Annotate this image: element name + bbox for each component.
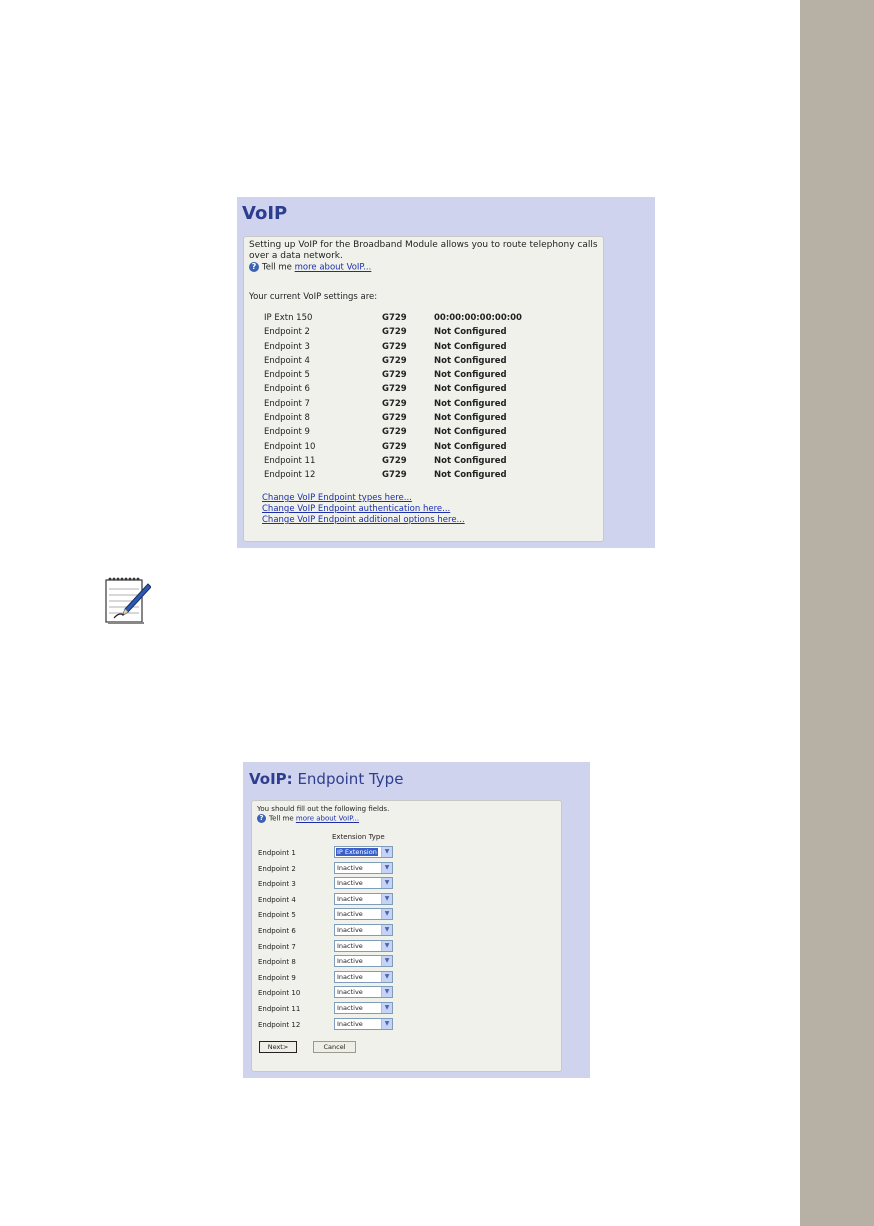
more-about-voip-link[interactable]: more about VoIP... xyxy=(294,262,372,273)
extension-type-value: Inactive xyxy=(337,1019,363,1028)
endpoint-status: Not Configured xyxy=(434,413,507,424)
endpoint-label: Endpoint 12 xyxy=(258,1020,301,1029)
title-endpoint-type: Endpoint Type xyxy=(292,770,404,788)
endpoint-label: Endpoint 9 xyxy=(258,973,296,982)
codec: G729 xyxy=(382,470,407,481)
endpoint-label: Endpoint 2 xyxy=(258,864,296,873)
endpoint-name: Endpoint 12 xyxy=(264,470,316,481)
more-about-voip-link[interactable]: more about VoIP... xyxy=(295,814,360,823)
codec: G729 xyxy=(382,327,407,338)
extension-type-value: Inactive xyxy=(337,910,363,919)
codec: G729 xyxy=(382,455,407,466)
endpoint-name: Endpoint 2 xyxy=(264,327,310,338)
codec: G729 xyxy=(382,370,407,381)
codec: G729 xyxy=(382,384,407,395)
endpoint-label: Endpoint 6 xyxy=(258,926,296,935)
voip-overview-screenshot xyxy=(237,197,655,548)
endpoint-status: Not Configured xyxy=(434,370,507,381)
endpoint-name: Endpoint 6 xyxy=(264,384,310,395)
extension-type-select[interactable] xyxy=(334,940,393,952)
endpoint-status: 00:00:00:00:00:00 xyxy=(434,313,522,323)
note-pad-pen-icon xyxy=(104,574,151,624)
cancel-button[interactable]: Cancel xyxy=(313,1041,356,1053)
extension-type-select[interactable] xyxy=(334,971,393,983)
extension-type-select[interactable] xyxy=(334,986,393,998)
voip-panel xyxy=(243,236,604,542)
chevron-down-icon[interactable]: ▼ xyxy=(381,847,392,857)
endpoint-status: Not Configured xyxy=(434,327,507,338)
chevron-down-icon[interactable]: ▼ xyxy=(381,863,392,873)
extension-type-select[interactable] xyxy=(334,862,393,874)
endpoint-name: Endpoint 8 xyxy=(264,413,310,424)
codec: G729 xyxy=(382,341,407,352)
endpoint-name: Endpoint 11 xyxy=(264,455,316,466)
extension-type-value: Inactive xyxy=(337,925,363,934)
help-line xyxy=(249,262,371,273)
page-side-tab xyxy=(800,0,874,1226)
extension-type-select[interactable] xyxy=(334,1002,393,1014)
help-line xyxy=(257,814,359,823)
chevron-down-icon[interactable]: ▼ xyxy=(381,878,392,888)
endpoint-status: Not Configured xyxy=(434,427,507,438)
change-endpoint-authentication-link[interactable]: Change VoIP Endpoint authentication here... xyxy=(262,504,451,514)
next-button[interactable]: Next> xyxy=(259,1041,297,1053)
chevron-down-icon[interactable]: ▼ xyxy=(381,941,392,951)
extension-type-select[interactable] xyxy=(334,924,393,936)
extension-type-value: Inactive xyxy=(337,972,363,981)
codec: G729 xyxy=(382,355,407,366)
codec: G729 xyxy=(382,398,407,409)
endpoint-status: Not Configured xyxy=(434,455,507,466)
endpoint-name: IP Extn 150 xyxy=(264,313,313,323)
endpoint-name: Endpoint 9 xyxy=(264,427,310,438)
change-endpoint-options-link[interactable]: Change VoIP Endpoint additional options here... xyxy=(262,515,465,525)
endpoint-name: Endpoint 10 xyxy=(264,441,316,452)
extension-type-select[interactable] xyxy=(334,955,393,967)
endpoint-name: Endpoint 7 xyxy=(264,398,310,409)
endpoint-status: Not Configured xyxy=(434,355,507,366)
endpoint-intro: You should fill out the following fields. xyxy=(257,805,390,813)
endpoint-name: Endpoint 4 xyxy=(264,355,310,366)
voip-links xyxy=(262,493,465,526)
endpoint-name: Endpoint 3 xyxy=(264,341,310,352)
extension-type-value: Inactive xyxy=(337,894,363,903)
endpoint-status: Not Configured xyxy=(434,341,507,352)
endpoint-label: Endpoint 1 xyxy=(258,849,296,857)
extension-type-value: Inactive xyxy=(337,957,363,966)
title-voip: VoIP: xyxy=(249,770,293,788)
current-settings-label: Your current VoIP settings are: xyxy=(249,292,378,302)
extension-type-value: Inactive xyxy=(337,1003,363,1012)
chevron-down-icon[interactable]: ▼ xyxy=(381,1019,392,1029)
endpoint-label: Endpoint 5 xyxy=(258,911,296,920)
endpoint-label: Endpoint 10 xyxy=(258,989,301,998)
extension-type-select[interactable] xyxy=(334,846,393,858)
voip-intro: Setting up VoIP for the Broadband Module allows you to route telephony calls over a data network. xyxy=(249,240,598,261)
chevron-down-icon[interactable]: ▼ xyxy=(381,987,392,997)
extension-type-select[interactable] xyxy=(334,908,393,920)
extension-type-value: Inactive xyxy=(337,941,363,950)
extension-type-value: Inactive xyxy=(337,863,363,872)
extension-type-value: Inactive xyxy=(337,988,363,997)
endpoint-status: Not Configured xyxy=(434,384,507,395)
endpoint-status: Not Configured xyxy=(434,441,507,452)
extension-type-select[interactable] xyxy=(334,877,393,889)
codec: G729 xyxy=(382,413,407,424)
endpoint-type-panel xyxy=(251,800,562,1072)
codec: G729 xyxy=(382,427,407,438)
change-endpoint-types-link[interactable]: Change VoIP Endpoint types here... xyxy=(262,493,412,503)
extension-type-select[interactable] xyxy=(334,1018,393,1030)
extension-type-header: Extension Type xyxy=(332,833,385,841)
voip-title: VoIP xyxy=(242,203,288,224)
question-mark-icon: ? xyxy=(257,814,266,823)
codec: G729 xyxy=(382,441,407,452)
endpoint-label: Endpoint 3 xyxy=(258,880,296,889)
chevron-down-icon[interactable]: ▼ xyxy=(381,894,392,904)
extension-type-value: Inactive xyxy=(337,879,363,888)
help-prefix: Tell me xyxy=(262,262,292,273)
endpoint-status: Not Configured xyxy=(434,398,507,409)
endpoint-name: Endpoint 5 xyxy=(264,370,310,381)
chevron-down-icon[interactable]: ▼ xyxy=(381,972,392,982)
endpoint-type-screenshot xyxy=(243,762,590,1078)
endpoint-type-title xyxy=(249,770,403,788)
extension-type-value: IP Extension xyxy=(337,848,377,856)
help-prefix: Tell me xyxy=(269,814,294,823)
endpoint-label: Endpoint 8 xyxy=(258,958,296,967)
chevron-down-icon[interactable]: ▼ xyxy=(381,956,392,966)
endpoint-label: Endpoint 7 xyxy=(258,942,296,951)
question-mark-icon: ? xyxy=(249,262,259,272)
codec: G729 xyxy=(382,313,407,323)
endpoint-label: Endpoint 4 xyxy=(258,895,296,904)
chevron-down-icon[interactable]: ▼ xyxy=(381,925,392,935)
chevron-down-icon[interactable]: ▼ xyxy=(381,1003,392,1013)
extension-type-select[interactable] xyxy=(334,893,393,905)
endpoint-status: Not Configured xyxy=(434,470,507,481)
chevron-down-icon[interactable]: ▼ xyxy=(381,909,392,919)
endpoint-label: Endpoint 11 xyxy=(258,1004,301,1013)
